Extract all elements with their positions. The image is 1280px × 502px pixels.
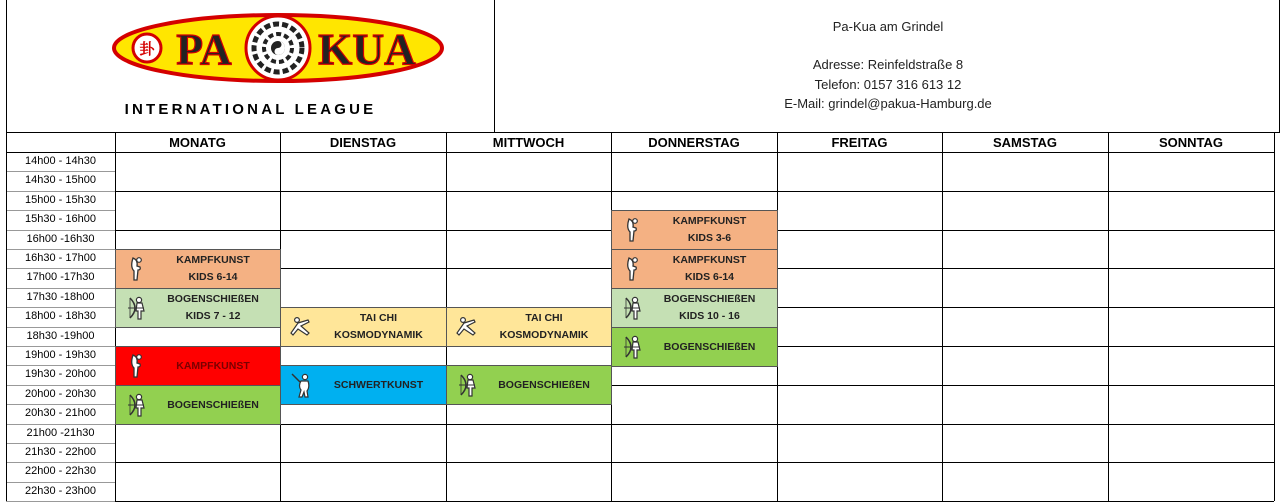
email-link[interactable]: E-Mail: grindel@pakua-Hamburg.de <box>784 96 992 111</box>
kick-icon <box>620 216 648 244</box>
class-block[interactable] <box>611 249 778 289</box>
pakua-logo <box>112 12 444 84</box>
grid-line <box>115 462 1274 463</box>
class-title: KAMPFKUNST <box>176 254 250 266</box>
time-slot-label: 14h00 - 14h30 <box>25 155 96 167</box>
time-slot-label: 19h30 - 20h00 <box>25 368 96 381</box>
grid-line <box>6 230 115 231</box>
class-label <box>152 397 280 414</box>
class-block[interactable] <box>611 327 778 367</box>
grid-line <box>6 404 115 405</box>
time-slot-label: 21h30 - 22h00 <box>25 446 96 458</box>
header <box>6 0 1280 133</box>
class-block[interactable] <box>611 210 778 250</box>
day-header-7: SONNTAG <box>1158 135 1224 150</box>
day-header-6: SAMSTAG <box>992 135 1058 150</box>
class-label <box>152 358 280 375</box>
kick-icon <box>620 255 648 283</box>
grid-line <box>6 288 115 289</box>
class-label <box>648 252 777 286</box>
class-title: BOGENSCHIEßEN <box>663 293 756 305</box>
class-block[interactable] <box>115 346 281 386</box>
grid-line <box>115 424 1274 425</box>
time-slot-label: 22h00 - 22h30 <box>25 465 96 478</box>
time-slot-label: 20h30 - 21h00 <box>25 407 96 420</box>
day-header-2: DIENSTAG <box>329 135 397 150</box>
class-title: KAMPFKUNST <box>176 359 250 372</box>
logo-area <box>7 0 495 132</box>
time-slot-label: 17h30 -18h00 <box>26 290 95 303</box>
grid-line <box>6 210 115 211</box>
time-slot-label: 14h30 - 15h00 <box>25 174 96 187</box>
class-label <box>152 252 280 286</box>
school-name: Pa-Kua am Grindel <box>832 19 944 34</box>
grid-line <box>6 327 115 328</box>
taichi-icon <box>455 313 483 341</box>
class-subtitle: KOSMODYNAMIK <box>334 329 423 341</box>
grid-line <box>6 443 115 444</box>
grid-line <box>942 133 943 501</box>
class-block[interactable] <box>280 365 447 405</box>
class-block[interactable] <box>115 249 281 289</box>
class-title: BOGENSCHIEßEN <box>498 378 590 391</box>
grid-line <box>6 365 115 366</box>
time-slot-label: 18h30 -19h00 <box>26 329 95 342</box>
class-label <box>483 310 611 344</box>
taichi-icon <box>289 313 317 341</box>
kick-icon <box>124 352 152 380</box>
grid-line <box>6 424 115 425</box>
class-block[interactable] <box>115 385 281 425</box>
logo-text-right: KUA <box>318 25 416 74</box>
grid-line <box>6 482 115 483</box>
archer-icon <box>620 294 648 322</box>
class-title: KAMPFKUNST <box>672 215 747 227</box>
class-subtitle: KIDS 6-14 <box>188 271 238 283</box>
class-label <box>648 291 777 325</box>
class-label <box>648 339 777 356</box>
class-block[interactable] <box>446 307 612 347</box>
time-slot-label: 19h00 - 19h30 <box>25 349 96 361</box>
class-label <box>152 291 280 325</box>
kick-icon <box>124 255 152 283</box>
archer-icon <box>620 333 648 361</box>
grid-line <box>115 191 1274 192</box>
schedule-grid <box>0 133 1280 500</box>
svg-text:卦: 卦 <box>139 40 155 58</box>
time-slot-label: 21h00 -21h30 <box>26 426 95 439</box>
class-title: TAI CHI <box>359 312 398 324</box>
time-slot-label: 17h00 -17h30 <box>26 271 95 284</box>
grid-line <box>6 171 115 172</box>
time-slot-label: 20h00 - 20h30 <box>25 387 96 400</box>
time-slot-label: 15h00 - 15h30 <box>25 193 96 206</box>
logo-subtitle: INTERNATIONAL LEAGUE <box>124 101 377 118</box>
grid-line <box>1274 133 1275 501</box>
grid-line <box>6 249 115 250</box>
class-label <box>648 213 777 247</box>
grid-line <box>6 307 115 308</box>
class-block[interactable] <box>280 307 447 347</box>
class-block[interactable] <box>611 288 778 328</box>
grid-line <box>6 191 115 192</box>
time-slot-label: 16h30 - 17h00 <box>25 252 96 264</box>
class-title: TAI CHI <box>525 312 563 324</box>
grid-line <box>6 462 115 463</box>
day-header-4: DONNERSTAG <box>648 135 740 150</box>
class-block[interactable] <box>446 365 612 405</box>
archer-icon <box>124 391 152 419</box>
class-subtitle: KIDS 10 - 16 <box>679 310 740 322</box>
day-header-3: MITTWOCH <box>492 135 565 150</box>
class-label <box>317 310 446 344</box>
class-subtitle: KIDS 7 - 12 <box>185 310 241 322</box>
class-title: KAMPFKUNST <box>672 254 747 266</box>
logo-text-left: PA <box>176 25 232 74</box>
grid-line <box>6 133 7 501</box>
grid-line <box>1108 133 1109 501</box>
grid-line <box>6 268 115 269</box>
class-title: SCHWERTKUNST <box>333 378 424 391</box>
grid-line <box>6 346 115 347</box>
phone-text: Telefon: 0157 316 613 12 <box>814 77 962 92</box>
address-text: Adresse: Reinfeldstraße 8 <box>812 57 964 72</box>
sword-icon <box>289 371 317 399</box>
class-title: BOGENSCHIEßEN <box>167 293 259 305</box>
time-slot-label: 15h30 - 16h00 <box>25 213 96 226</box>
grid-line <box>6 385 115 386</box>
day-header-5: FREITAG <box>831 135 888 150</box>
class-subtitle: KOSMODYNAMIK <box>499 329 589 341</box>
class-subtitle: KIDS 3-6 <box>687 232 732 244</box>
class-title: BOGENSCHIEßEN <box>663 340 756 353</box>
class-label <box>483 377 611 394</box>
day-header-1: MONATG <box>169 135 226 150</box>
time-slot-label: 18h00 - 18h30 <box>25 310 96 323</box>
class-title: BOGENSCHIEßEN <box>167 398 259 411</box>
time-slot-label: 16h00 -16h30 <box>26 232 95 245</box>
archer-icon <box>124 294 152 322</box>
archer-icon <box>455 371 483 399</box>
contact-info <box>495 0 1280 132</box>
class-subtitle: KIDS 6-14 <box>684 271 735 283</box>
class-block[interactable] <box>115 288 281 328</box>
time-slot-label: 22h30 - 23h00 <box>25 484 96 497</box>
class-label <box>317 377 446 394</box>
grid-line <box>6 152 1274 153</box>
